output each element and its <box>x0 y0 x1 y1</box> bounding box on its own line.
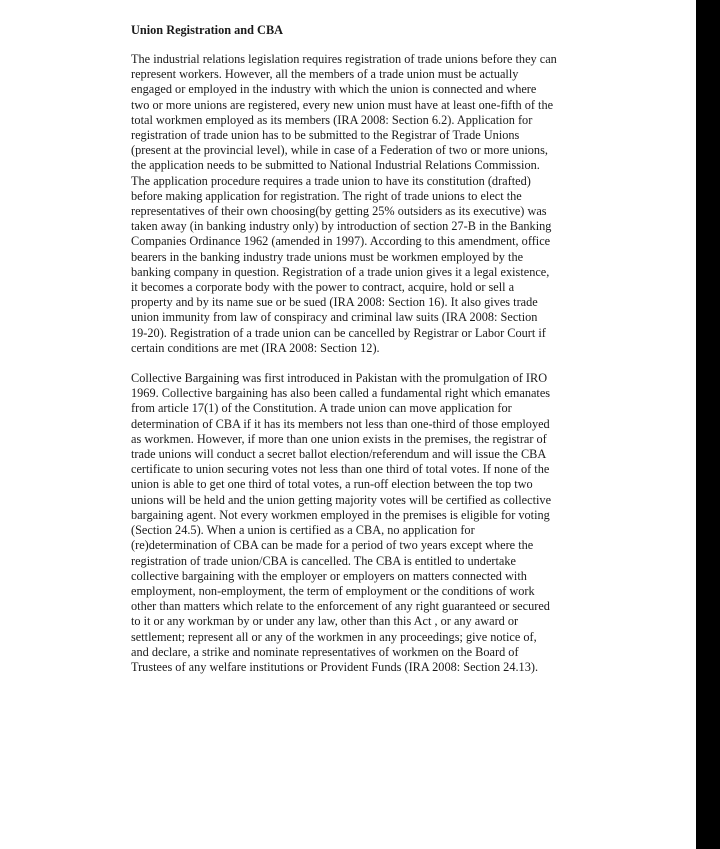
text-line: employment, non-employment, the term of employment or the conditions of work <box>131 583 535 598</box>
text-line: Collective Bargaining was first introduced in Pakistan with the promulgation of IRO <box>131 371 548 386</box>
text-line: bargaining agent. Not every workmen employed in the premises is eligible for voting <box>131 507 550 522</box>
text-line: the application needs to be submitted to National Industrial Relations Commission. <box>131 158 540 173</box>
text-line: union immunity from law of conspiracy and criminal law suits (IRA 2008: Section <box>131 310 538 325</box>
text-line: represent workers. However, all the members of a trade union must be actually <box>131 67 519 82</box>
text-line: (present at the provincial level), while in case of a Federation of two or more unions, <box>131 143 548 158</box>
paragraph-union-registration <box>131 52 589 356</box>
text-line: two or more unions are registered, every new union must have at least one-fifth of the <box>131 97 554 112</box>
text-line: determination of CBA if it has its members not less than one-third of those employed <box>131 416 550 431</box>
text-line: registration of trade union has to be submitted to the Registrar of Trade Unions <box>131 128 520 143</box>
text-line: it becomes a corporate body with the power to contract, acquire, hold or sell a <box>131 280 515 295</box>
viewer-edge-bar <box>696 0 720 849</box>
text-line: total workmen employed as its members (IRA 2008: Section 6.2). Application for <box>131 112 533 127</box>
text-line: and declare, a strike and nominate representatives of workmen on the Board of <box>131 644 519 659</box>
text-line: Companies Ordinance 1962 (amended in 1997). According to this amendment, office <box>131 234 551 249</box>
text-line: as workmen. However, if more than one union exists in the premises, the registrar of <box>131 431 547 446</box>
text-line: from article 17(1) of the Constitution. A trade union can move application for <box>131 401 512 416</box>
text-line: 1969. Collective bargaining has also been called a fundamental right which emanates <box>131 386 551 401</box>
paragraph-collective-bargaining <box>131 371 589 675</box>
text-line: other than matters which relate to the enforcement of any right guaranteed or secured <box>131 599 550 614</box>
text-line: Trustees of any welfare institutions or Provident Funds (IRA 2008: Section 24.13). <box>131 659 539 674</box>
text-line: collective bargaining with the employer or employers on matters connected with <box>131 568 527 583</box>
section-heading: Union Registration and CBA <box>131 23 284 37</box>
text-line: unions will be held and the union getting majority votes will be certified as collective <box>131 492 552 507</box>
text-line: union is able to get one third of total votes, a run-off election between the top two <box>131 477 533 492</box>
text-line: taken away (in banking industry only) by introduction of section 27-B in the Banking <box>131 219 552 234</box>
document-content <box>131 22 589 675</box>
text-line: 19-20). Registration of a trade union can be cancelled by Registrar or Labor Court if <box>131 325 546 340</box>
text-line: property and by its name sue or be sued (IRA 2008: Section 16). It also gives trade <box>131 295 538 310</box>
text-line: certain conditions are met (IRA 2008: Section 12). <box>131 340 380 355</box>
text-line: The industrial relations legislation requires registration of trade unions before they can <box>131 52 557 66</box>
text-line: to it or any workman by or under any law, other than this Act , or any award or <box>131 614 519 629</box>
text-line: settlement; represent all or any of the workmen in any proceedings; give notice of, <box>131 629 537 644</box>
text-line: certificate to union securing votes not less than one third of total votes. If none of the <box>131 462 550 477</box>
text-line: representatives of their own choosing(by getting 25% outsiders as its executive) was <box>131 204 547 219</box>
text-line: The application procedure requires a trade union to have its constitution (drafted) <box>131 173 531 188</box>
text-line: (Section 24.5). When a union is certified as a CBA, no application for <box>131 523 475 538</box>
text-line: (re)determination of CBA can be made for a period of two years except where the <box>131 538 534 553</box>
text-line: engaged or employed in the industry with which the union is connected and where <box>131 82 537 97</box>
text-line: banking company in question. Registration of a trade union gives it a legal existence, <box>131 264 550 279</box>
text-line: trade unions will conduct a secret ballot election/referendum and will issue the CBA <box>131 447 547 462</box>
text-line: bearers in the banking industry trade unions must be workmen employed by the <box>131 249 524 264</box>
text-line: registration of trade union/CBA is cancelled. The CBA is entitled to undertake <box>131 553 516 568</box>
text-line: before making application for registration. The right of trade unions to elect the <box>131 188 522 203</box>
